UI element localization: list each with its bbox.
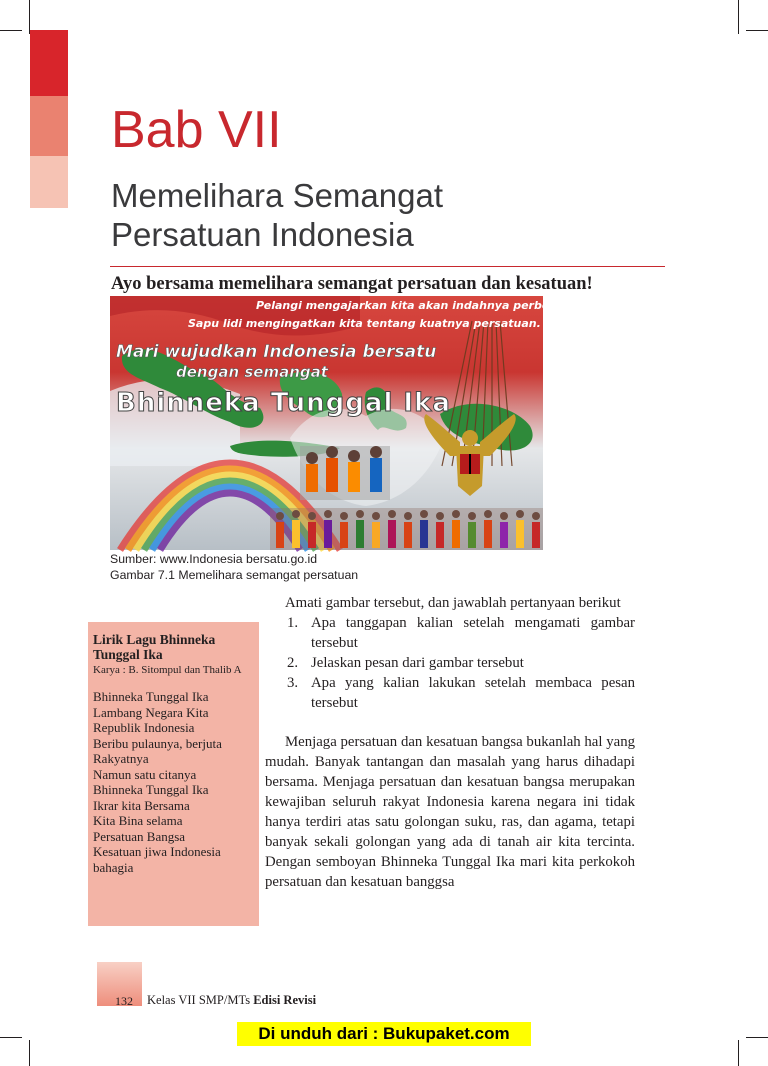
lyric-sidebar: [88, 622, 259, 926]
lyric-line: Kesatuan jiwa Indonesia: [93, 844, 221, 859]
lyric-line: Ikrar kita Bersama: [93, 797, 190, 813]
lyric-line: Persatuan Bangsa: [93, 828, 186, 844]
intro-paragraph: Amati gambar tersebut, dan jawablah pertanyaan berikut: [285, 595, 621, 611]
poster-graphic: [110, 296, 543, 550]
figure-caption: [110, 551, 358, 583]
question-item: [265, 673, 635, 713]
question-number: 1.: [287, 615, 299, 631]
lyric-title: Lirik Lagu Bhinneka Tunggal Ika: [93, 632, 216, 662]
crop-mark: [738, 0, 739, 34]
poster-text: dengan semangat: [176, 363, 328, 381]
chapter-title-line: Persatuan Indonesia: [111, 216, 414, 253]
unity-poster-image: [110, 296, 585, 550]
crop-mark: [746, 1037, 768, 1038]
chapter-label: Bab VII: [111, 101, 282, 159]
figure-title: Gambar 7.1 Memelihara semangat persatuan: [110, 568, 359, 582]
crop-mark: [29, 0, 30, 34]
poster-text: Pelangi mengajarkan kita akan indahnya perbedaan.: [256, 299, 585, 312]
main-paragraph: Menjaga persatuan dan kesatuan bangsa bukanlah hal yang mudah. Banyak tantangan dan masalah yang harus dihadapi bersama. Menjaga persatuan dan kesatuan bangsa merupakan kewajiban seluruh rakyat Indonesia karena negara ini tidak hanya terdiri atas satu golongan suku, ras, dan agama, tetapi banyak sekali golongan yang ada di tanah air kita tercinta. Dengan semboyan Bhinneka Tunggal Ika mari kita perkokoh persatuan dan kesatuan banggsa: [265, 734, 635, 890]
chapter-tab-light: [30, 156, 68, 208]
lyric-line: bahagia: [93, 859, 134, 875]
chapter-tagline: Ayo bersama memelihara semangat persatuan dan kesatuan!: [111, 274, 593, 294]
poster-text: Sapu lidi mengingatkan kita tentang kuatnya persatuan.: [188, 317, 541, 330]
crop-mark: [0, 30, 22, 31]
crop-mark: [0, 1037, 22, 1038]
lyric-line: Rakyatnya: [93, 751, 149, 766]
question-item: [265, 653, 635, 673]
footer-edition: Edisi Revisi: [253, 993, 317, 1007]
chapter-tab-dark: [30, 30, 68, 96]
body-text: [265, 593, 635, 892]
crop-mark: [746, 30, 768, 31]
lyric-line: Republik Indonesia: [93, 720, 195, 735]
question-number: 3.: [287, 675, 299, 691]
question-number: 2.: [287, 655, 299, 671]
poster-text: Bhinneka Tunggal Ika: [116, 388, 451, 418]
crop-mark: [738, 1040, 739, 1066]
lyric-lines: [93, 689, 255, 875]
chapter-title-line: Memelihara Semangat: [111, 177, 443, 214]
poster-text: Mari wujudkan Indonesia bersatu: [116, 342, 437, 362]
page-number: 132: [115, 994, 133, 1008]
crop-mark: [29, 1040, 30, 1066]
question-item: [265, 613, 635, 653]
question-text: Apa tanggapan kalian setelah mengamati gambar tersebut: [311, 615, 635, 651]
lyric-line: Beribu pulaunya, berjuta: [93, 735, 222, 751]
question-text: Apa yang kalian lakukan setelah membaca pesan tersebut: [311, 675, 635, 711]
title-rule: [110, 266, 665, 267]
lyric-line: Namun satu citanya: [93, 766, 197, 782]
footer-text: [147, 993, 316, 1007]
chapter-title: [111, 176, 671, 254]
download-banner: Di unduh dari : Bukupaket.com: [237, 1022, 531, 1046]
lyric-author: Karya : B. Sitompul dan Thalib A: [93, 664, 242, 676]
footer-book: Kelas VII SMP/MTs: [147, 993, 251, 1007]
question-list: [265, 613, 635, 713]
figure-source: Sumber: www.Indonesia bersatu.go.id: [110, 552, 318, 566]
lyric-line: Lambang Negara Kita: [93, 704, 209, 720]
chapter-tab-mid: [30, 96, 68, 156]
question-text: Jelaskan pesan dari gambar tersebut: [311, 655, 524, 671]
lyric-line: Kita Bina selama: [93, 813, 183, 828]
lyric-line: Bhinneka Tunggal Ika: [93, 689, 209, 704]
lyric-line: Bhinneka Tunggal Ika: [93, 782, 209, 797]
